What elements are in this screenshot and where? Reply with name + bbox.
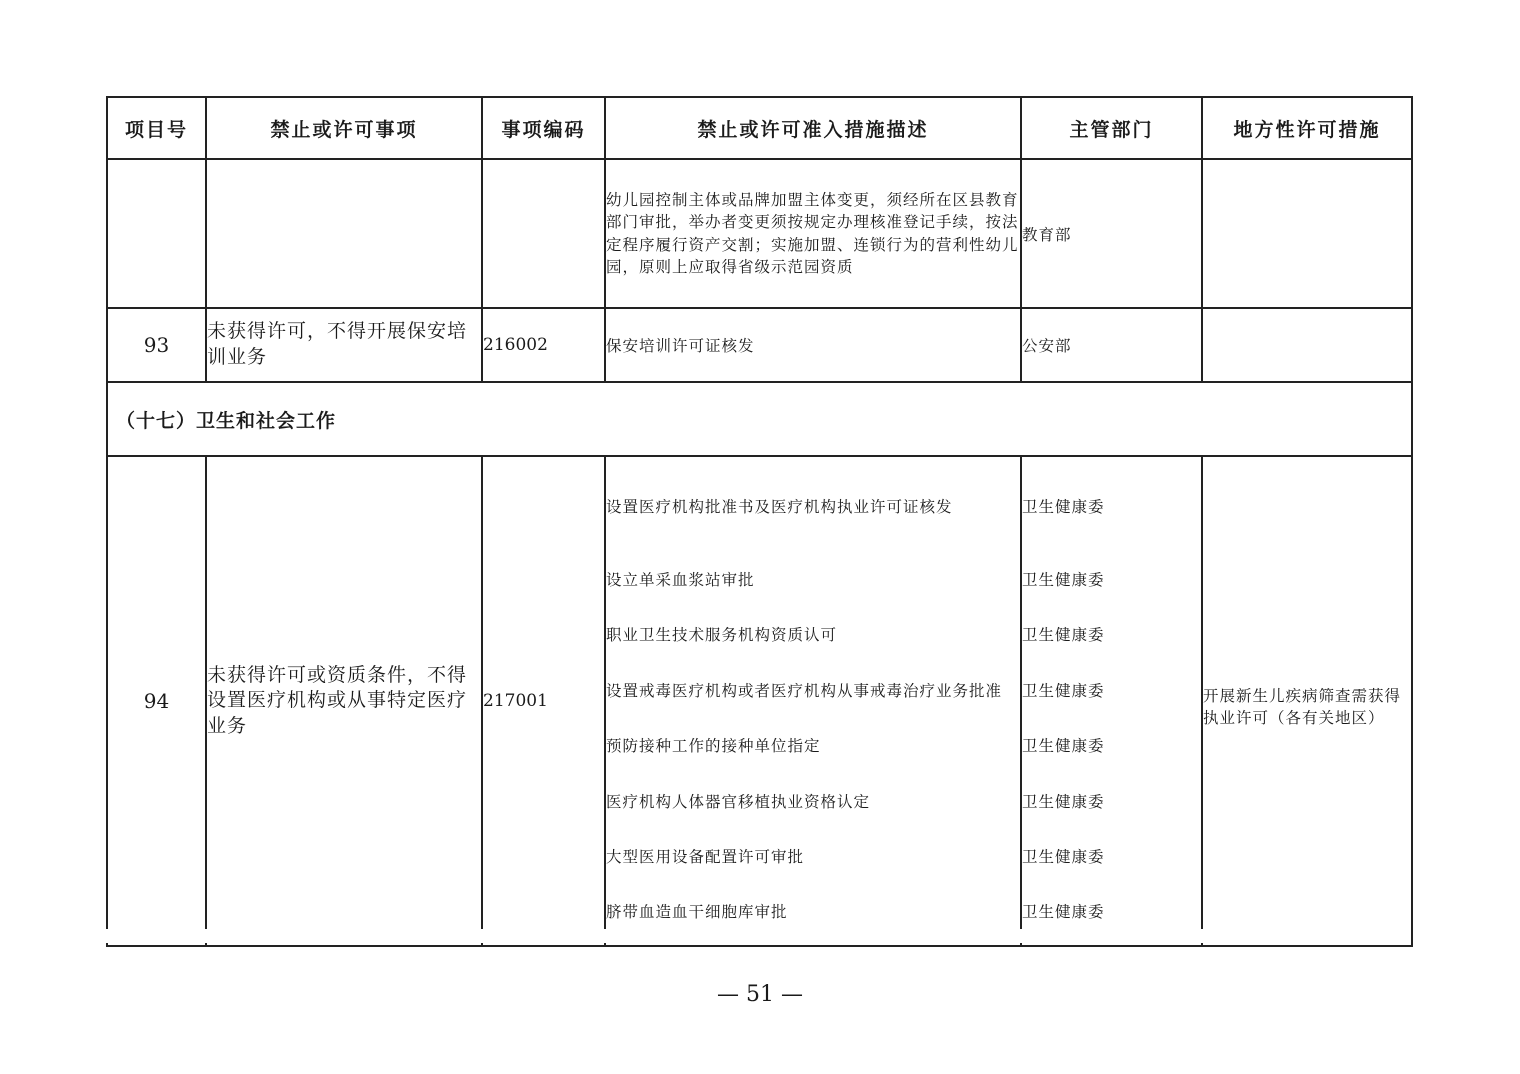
header-dept: 主管部门 [1021, 97, 1202, 159]
section-row [107, 382, 1412, 456]
table-header-row [107, 97, 1412, 159]
cont-desc: 幼儿园控制主体或品牌加盟主体变更，须经所在区县教育部门审批，举办者变更须按规定办理核准登记手续，按法定程序履行资产交割；实施加盟、连锁行为的营利性幼儿园，原则上应取得省级示范园资质 [606, 190, 1019, 276]
sub-desc-2: 设立单采血浆站审批 [606, 570, 755, 589]
row-93-desc: 保安培训许可证核发 [605, 308, 1021, 382]
row-94-code: 217001 [482, 456, 605, 946]
cont-item-cell [206, 159, 482, 308]
sub-dept-5: 卫生健康委 [1022, 737, 1105, 756]
row-93-num: 93 [107, 308, 206, 382]
market-access-table [106, 96, 1413, 947]
table-row-continued [107, 159, 1412, 308]
header-num: 项目号 [107, 97, 206, 159]
sub-desc-8: 脐带血造血干细胞库审批 [606, 903, 788, 922]
row-93-local-cell [1202, 308, 1412, 382]
header-code: 事项编码 [482, 97, 605, 159]
sub-dept-3: 卫生健康委 [1022, 626, 1105, 645]
row-93-code: 216002 [482, 308, 605, 382]
cont-desc-cell [605, 159, 1021, 308]
header-item: 禁止或许可事项 [206, 97, 482, 159]
row-94-desc-cell [605, 456, 1021, 946]
row-94-local: 开展新生儿疾病筛查需获得执业许可（各有关地区） [1203, 686, 1402, 727]
sub-dept-1: 卫生健康委 [1022, 497, 1105, 516]
table-row-94 [107, 456, 1412, 946]
header-local: 地方性许可措施 [1202, 97, 1412, 159]
sub-desc-7: 大型医用设备配置许可审批 [606, 848, 805, 867]
cont-dept: 教育部 [1021, 159, 1202, 308]
row-93-item: 未获得许可，不得开展保安培训业务 [206, 308, 482, 382]
page-number: — 51 — [717, 982, 803, 1007]
sub-desc-5: 预防接种工作的接种单位指定 [606, 737, 821, 756]
sub-dept-4: 卫生健康委 [1022, 681, 1105, 700]
sub-dept-2: 卫生健康委 [1022, 570, 1105, 589]
sub-dept-6: 卫生健康委 [1022, 792, 1105, 811]
table-row-93 [107, 308, 1412, 382]
cont-local-cell [1202, 159, 1412, 308]
table-continues-mask [106, 929, 1411, 943]
cont-code-cell [482, 159, 605, 308]
section-heading: （十七）卫生和社会工作 [107, 382, 1412, 456]
row-93-dept: 公安部 [1021, 308, 1202, 382]
cont-num-cell [107, 159, 206, 308]
sub-desc-4: 设置戒毒医疗机构或者医疗机构从事戒毒治疗业务批准 [606, 681, 1003, 700]
row-94-num: 94 [107, 456, 206, 946]
row-94-item: 未获得许可或资质条件，不得设置医疗机构或从事特定医疗业务 [206, 456, 482, 946]
header-desc: 禁止或许可准入措施描述 [605, 97, 1021, 159]
sub-desc-1: 设置医疗机构批准书及医疗机构执业许可证核发 [606, 497, 953, 516]
row-94-dept-cell [1021, 456, 1202, 946]
sub-dept-8: 卫生健康委 [1022, 903, 1105, 922]
sub-dept-7: 卫生健康委 [1022, 848, 1105, 867]
sub-desc-6: 医疗机构人体器官移植执业资格认定 [606, 792, 871, 811]
sub-desc-3: 职业卫生技术服务机构资质认可 [606, 626, 838, 645]
row-94-local-cell [1202, 456, 1412, 946]
